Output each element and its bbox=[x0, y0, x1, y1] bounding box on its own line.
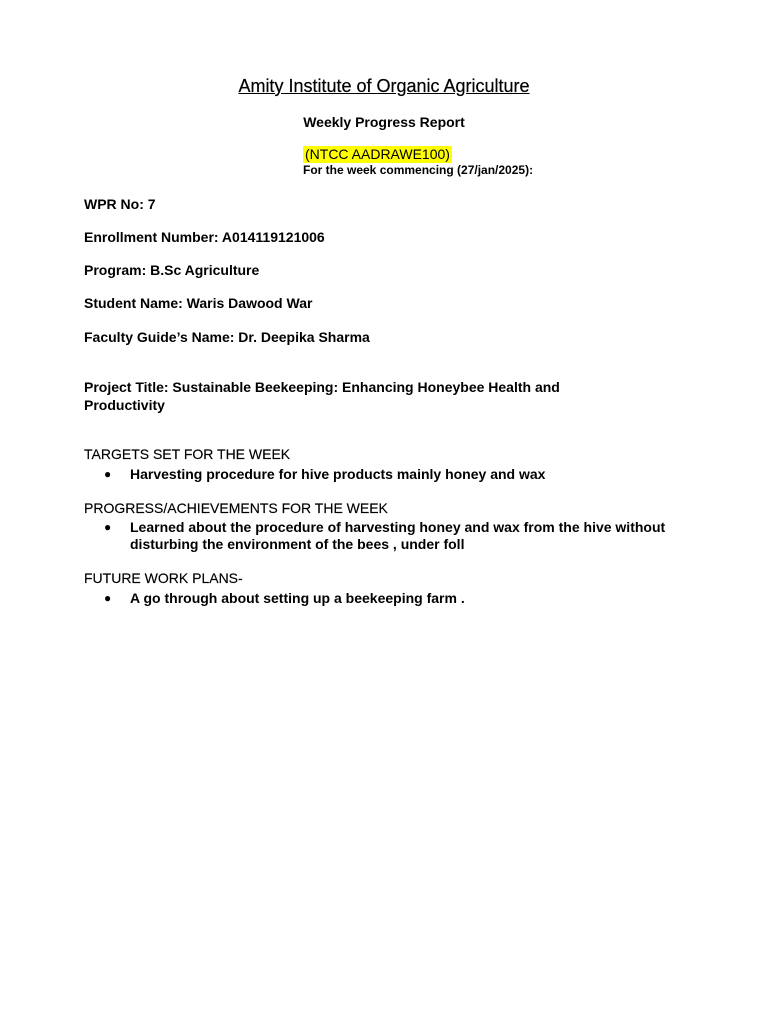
institute-title: Amity Institute of Organic Agriculture bbox=[238, 76, 530, 96]
future-item-text: A go through about setting up a beekeeping farm . bbox=[130, 590, 465, 606]
program: Program: B.Sc Agriculture bbox=[84, 262, 260, 278]
targets-heading: TARGETS SET FOR THE WEEK bbox=[84, 446, 291, 462]
list-item bbox=[104, 519, 684, 553]
faculty-guide: Faculty Guide’s Name: Dr. Deepika Sharma bbox=[84, 329, 370, 345]
course-code-highlight: (NTCC AADRAWE100) bbox=[305, 146, 450, 162]
list-item bbox=[104, 590, 684, 607]
student-name: Student Name: Waris Dawood War bbox=[84, 295, 313, 311]
list-item bbox=[104, 466, 684, 483]
enrollment-number: Enrollment Number: A014119121006 bbox=[84, 229, 325, 245]
target-item-text: Harvesting procedure for hive products mainly honey and wax bbox=[130, 466, 546, 482]
project-title: Project Title: Sustainable Beekeeping: Enhancing Honeybee Health and Productivity bbox=[84, 379, 560, 413]
progress-heading: PROGRESS/ACHIEVEMENTS FOR THE WEEK bbox=[84, 500, 388, 516]
wpr-number: WPR No: 7 bbox=[84, 196, 156, 212]
bullet-icon: ● bbox=[104, 520, 112, 534]
report-type: Weekly Progress Report bbox=[303, 114, 465, 130]
future-heading: FUTURE WORK PLANS- bbox=[84, 570, 243, 586]
progress-item-text: Learned about the procedure of harvesting honey and wax from the hive without disturbing the environment of the bees , under foll bbox=[130, 519, 666, 552]
week-commencing: For the week commencing (27/jan/2025): bbox=[303, 163, 534, 177]
bullet-icon: ● bbox=[104, 591, 112, 605]
bullet-icon: ● bbox=[104, 467, 112, 481]
